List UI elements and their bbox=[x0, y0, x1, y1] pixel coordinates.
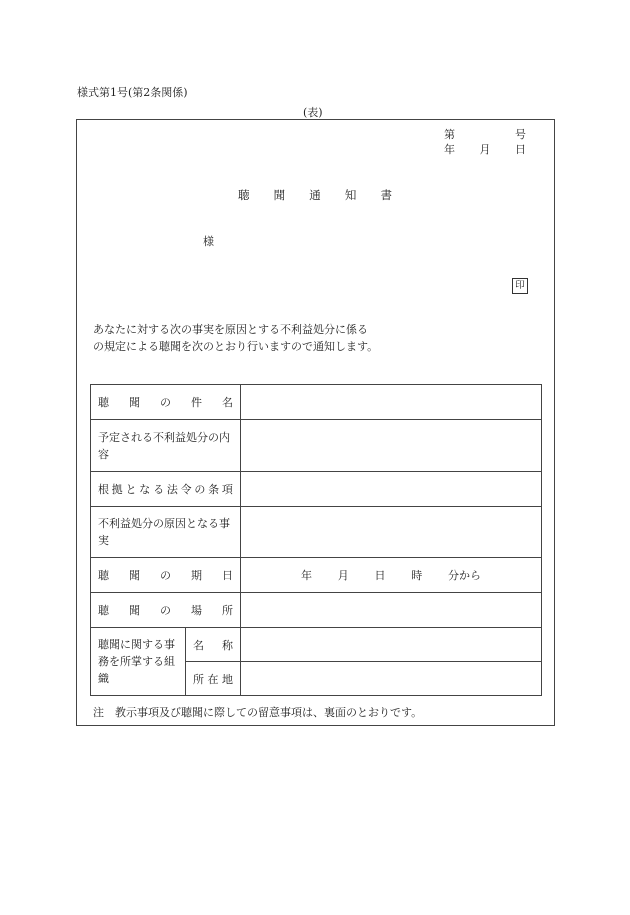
table-row bbox=[91, 558, 542, 593]
title-char: 知 bbox=[344, 188, 357, 202]
disposition-cause-label: 不利益処分の原因となる事実 bbox=[91, 507, 241, 558]
notice-body bbox=[93, 321, 423, 355]
table-row bbox=[91, 420, 542, 472]
hearing-date-value: 年 月 日 時 分から bbox=[241, 558, 542, 593]
organization-name-value bbox=[241, 628, 542, 662]
planned-disposition-label: 予定される不利益処分の内容 bbox=[91, 420, 241, 472]
legal-basis-value bbox=[241, 472, 542, 507]
body-line: の規定による聴聞を次のとおり行いますので通知します。 bbox=[93, 340, 379, 353]
side-label: (表) bbox=[303, 106, 323, 119]
addressee-suffix: 様 bbox=[203, 235, 214, 248]
organization-address-label: 所 在 地 bbox=[186, 662, 241, 696]
organization-address-value bbox=[241, 662, 542, 696]
number-prefix: 第 bbox=[444, 128, 455, 141]
title-char: 聞 bbox=[273, 188, 286, 202]
title-char: 書 bbox=[380, 188, 392, 202]
document-number-line bbox=[444, 126, 526, 142]
planned-disposition-value bbox=[241, 420, 542, 472]
number-suffix: 号 bbox=[515, 128, 526, 141]
date-year: 年 bbox=[444, 143, 455, 156]
case-name-label: 聴 聞 の 件 名 bbox=[91, 385, 241, 420]
organization-label: 聴聞に関する事務を所掌する組織 bbox=[91, 628, 186, 696]
title-char: 通 bbox=[309, 188, 321, 202]
table-row bbox=[91, 385, 542, 420]
footnote: 注 教示事項及び聴聞に際しての留意事項は、裏面のとおりです。 bbox=[93, 706, 423, 719]
body-line: あなたに対する次の事実を原因とする不利益処分に係る bbox=[93, 323, 368, 336]
disposition-cause-value bbox=[241, 507, 542, 558]
case-name-value bbox=[241, 385, 542, 420]
date-day: 日 bbox=[515, 143, 526, 156]
table-row bbox=[91, 628, 542, 662]
hearing-date-label: 聴 聞 の 期 日 bbox=[91, 558, 241, 593]
date-month: 月 bbox=[479, 143, 491, 156]
table-row bbox=[91, 507, 542, 558]
table-row bbox=[91, 593, 542, 628]
seal-mark: 印 bbox=[512, 278, 528, 294]
hearing-details-table bbox=[90, 384, 542, 696]
table-row bbox=[91, 472, 542, 507]
organization-name-label: 名 称 bbox=[186, 628, 241, 662]
hearing-place-label: 聴 聞 の 場 所 bbox=[91, 593, 241, 628]
document-title bbox=[238, 187, 392, 203]
title-char: 聴 bbox=[238, 188, 250, 202]
document-date-line bbox=[444, 141, 526, 157]
form-reference: 様式第1号(第2条関係) bbox=[77, 86, 188, 99]
legal-basis-label: 根 拠 と な る 法 令 の 条 項 bbox=[91, 472, 241, 507]
hearing-place-value bbox=[241, 593, 542, 628]
